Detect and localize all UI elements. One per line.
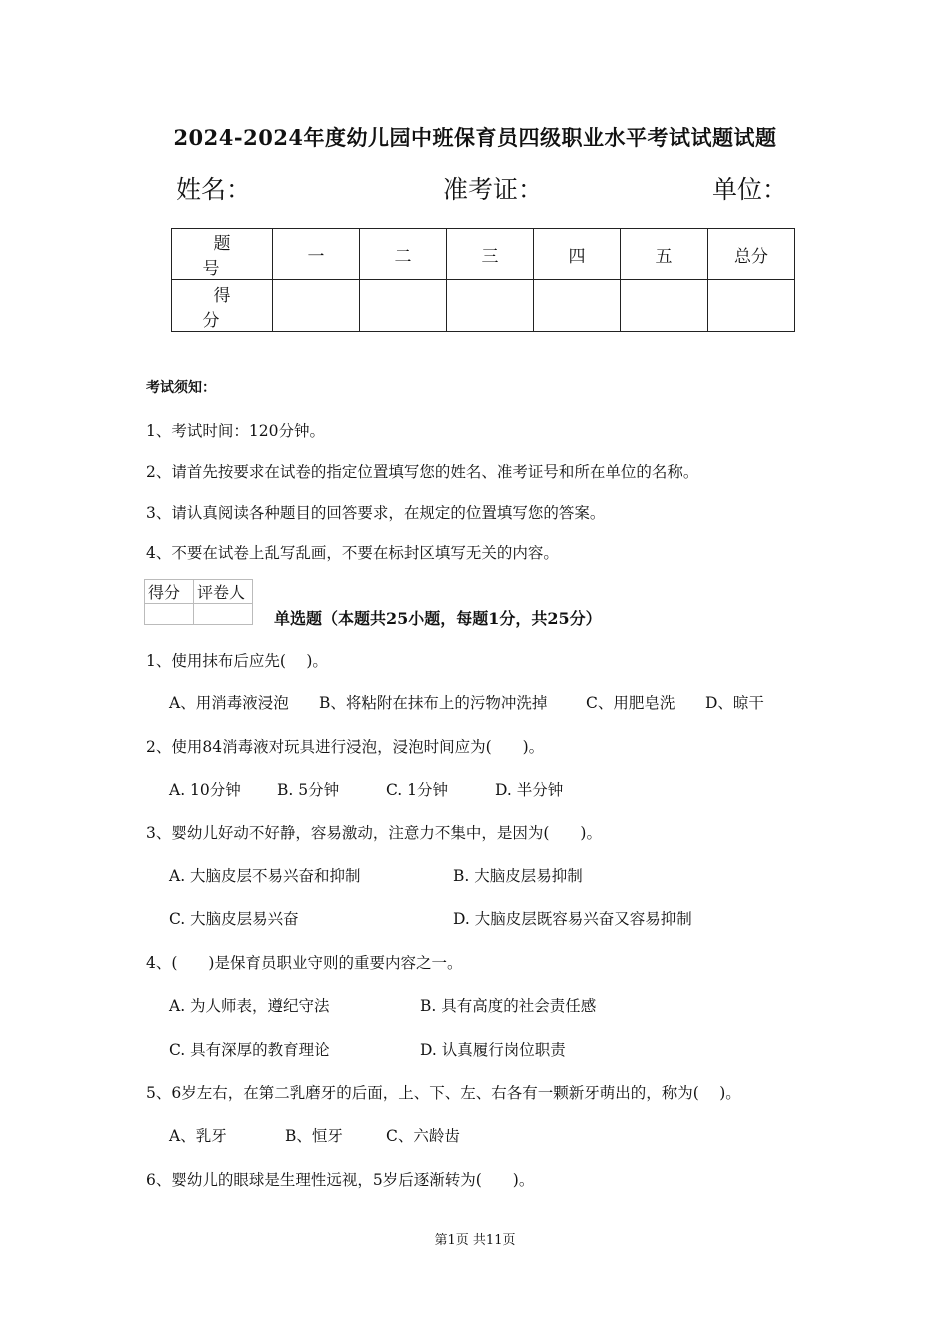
score-table-header-5: 五 xyxy=(621,229,708,280)
question-stem: 6、婴幼儿的眼球是生理性远视，5岁后逐渐转为( )。 xyxy=(146,1171,535,1189)
score-table-header-total: 总分 xyxy=(708,229,795,280)
score-cell-3[interactable] xyxy=(447,280,534,332)
grader-reviewer-label: 评卷人 xyxy=(194,580,253,604)
option-item[interactable]: D. 认真履行岗位职责 xyxy=(420,1041,566,1059)
option-item[interactable]: D. 半分钟 xyxy=(495,781,564,799)
question-stem: 3、婴幼儿好动不好静，容易激动，注意力不集中，是因为( )。 xyxy=(146,824,602,842)
unit-field-label: 单位： xyxy=(712,175,788,204)
score-table-header-2: 二 xyxy=(360,229,447,280)
score-cell-total[interactable] xyxy=(708,280,795,332)
question-stem: 1、使用抹布后应先( )。 xyxy=(146,652,328,670)
exam-number-field-label: 准考证： xyxy=(443,175,544,204)
option-item[interactable]: A. 大脑皮层不易兴奋和抑制 xyxy=(169,867,361,885)
score-table-header-1: 一 xyxy=(273,229,360,280)
option-item[interactable]: B. 具有高度的社会责任感 xyxy=(420,997,597,1015)
grader-box xyxy=(144,579,253,625)
score-table-header-3: 三 xyxy=(447,229,534,280)
option-item[interactable]: C、六龄齿 xyxy=(386,1127,460,1145)
question-stem: 2、使用84消毒液对玩具进行浸泡，浸泡时间应为( )。 xyxy=(146,738,545,756)
option-item[interactable]: B、恒牙 xyxy=(285,1127,343,1145)
section-title: 单选题（本题共25小题，每题1分，共25分） xyxy=(274,609,602,628)
option-item[interactable]: A. 为人师表，遵纪守法 xyxy=(169,997,330,1015)
note-item: 3、请认真阅读各种题目的回答要求，在规定的位置填写您的答案。 xyxy=(146,504,606,522)
grader-reviewer-cell[interactable] xyxy=(194,604,253,625)
option-item[interactable]: C. 1分钟 xyxy=(386,781,449,799)
score-table-header-4: 四 xyxy=(534,229,621,280)
option-item[interactable]: A. 10分钟 xyxy=(169,781,241,799)
exam-title: 2024-2024年度幼儿园中班保育员四级职业水平考试试题试题 xyxy=(173,125,777,150)
score-table xyxy=(171,228,795,332)
score-cell-5[interactable] xyxy=(621,280,708,332)
grader-score-label: 得分 xyxy=(145,580,194,604)
score-table-header-label: 题 号 xyxy=(172,229,273,280)
option-item[interactable]: B、将粘附在抹布上的污物冲洗掉 xyxy=(319,694,548,712)
option-item[interactable]: B. 大脑皮层易抑制 xyxy=(453,867,583,885)
score-row-label: 得 分 xyxy=(172,280,273,332)
notes-title: 考试须知： xyxy=(146,380,216,396)
option-item[interactable]: C. 具有深厚的教育理论 xyxy=(169,1041,330,1059)
option-item[interactable]: D. 大脑皮层既容易兴奋又容易抑制 xyxy=(453,910,692,928)
note-item: 4、不要在试卷上乱写乱画，不要在标封区填写无关的内容。 xyxy=(146,544,559,562)
score-cell-4[interactable] xyxy=(534,280,621,332)
option-item[interactable]: A、乳牙 xyxy=(169,1127,227,1145)
question-stem: 4、( )是保育员职业守则的重要内容之一。 xyxy=(146,954,463,972)
option-item[interactable]: C. 大脑皮层易兴奋 xyxy=(169,910,299,928)
option-item[interactable]: C、用肥皂洗 xyxy=(586,694,676,712)
note-item: 1、考试时间：120分钟。 xyxy=(146,422,325,440)
question-stem: 5、6岁左右，在第二乳磨牙的后面，上、下、左、右各有一颗新牙萌出的，称为( )。 xyxy=(146,1084,741,1102)
option-item[interactable]: A、用消毒液浸泡 xyxy=(169,694,289,712)
note-item: 2、请首先按要求在试卷的指定位置填写您的姓名、准考证号和所在单位的名称。 xyxy=(146,463,699,481)
option-item[interactable]: B. 5分钟 xyxy=(277,781,340,799)
name-field-label: 姓名： xyxy=(176,175,252,204)
grader-score-cell[interactable] xyxy=(145,604,194,625)
page-footer: 第1页 共11页 xyxy=(434,1233,516,1248)
option-item[interactable]: D、晾干 xyxy=(705,694,764,712)
score-cell-2[interactable] xyxy=(360,280,447,332)
